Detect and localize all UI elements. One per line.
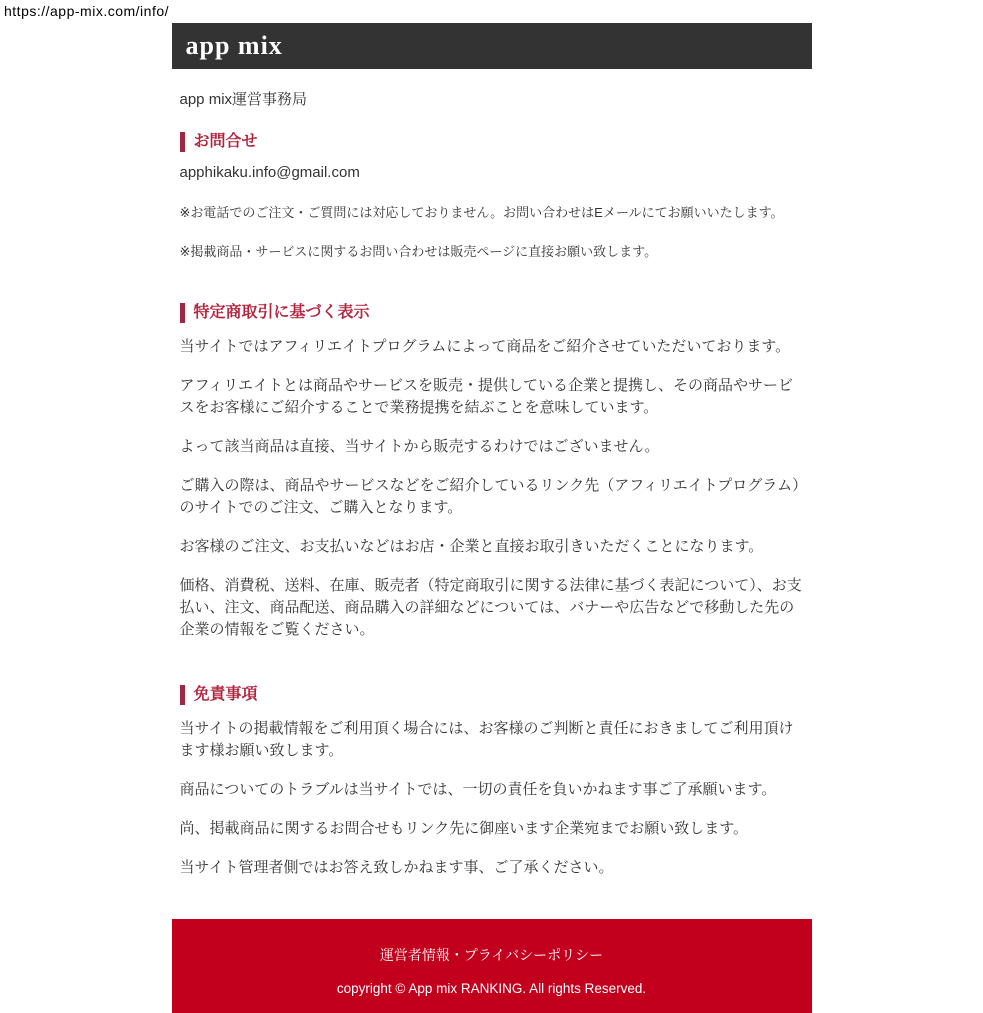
section-heading-commerce-disclosure: 特定商取引に基づく表示	[180, 303, 804, 323]
commerce-paragraph: よって該当商品は直接、当サイトから販売するわけではございません。	[179, 438, 660, 455]
contact-email: apphikaku.info@gmail.com	[179, 164, 360, 181]
page-content	[172, 92, 812, 879]
contact-note: ※お電話でのご注文・ご質問には対応しておりません。お問い合わせはEメールにてお願いいたします。	[179, 205, 784, 220]
section-heading-disclaimer: 免責事項	[180, 685, 804, 705]
disclaimer-paragraph: 当サイト管理者側ではお答え致しかねます事、ご了承ください。	[179, 859, 614, 876]
site-title-link[interactable]: app mix	[185, 31, 283, 60]
commerce-paragraph: 当サイトではアフィリエイトプログラムによって商品をご紹介させていただいております。	[179, 338, 791, 355]
commerce-paragraph: アフィリエイトとは商品やサービスを販売・提供している企業と提携し、その商品やサービスをお客様にご紹介することで業務提携を結ぶことを意味しています。	[179, 377, 794, 416]
commerce-paragraph: お客様のご注文、お支払いなどはお店・企業と直接お取引きいただくことになります。	[179, 538, 764, 555]
browser-url-text: https://app-mix.com/info/	[4, 3, 170, 19]
disclaimer-paragraph: 商品についてのトラブルは当サイトでは、一切の責任を負いかねます事ご了承願います。	[179, 781, 777, 798]
site-header	[172, 23, 812, 69]
site-footer	[172, 919, 812, 1013]
commerce-paragraph: 価格、消費税、送料、在庫、販売者（特定商取引に関する法律に基づく表記について）、お支払い、注文、商品配送、商品購入の詳細などについては、バナーや広告などで移動した先の企業の情報をご覧ください。	[179, 577, 802, 638]
footer-copyright: copyright © App mix RANKING. All rights Reserved.	[336, 981, 647, 996]
section-heading-contact: お問合せ	[180, 132, 804, 152]
page-container	[172, 0, 812, 1013]
contact-note: ※掲載商品・サービスに関するお問い合わせは販売ページに直接お願い致します。	[179, 244, 658, 259]
disclaimer-paragraph: 当サイトの掲載情報をご利用頂く場合には、お客様のご判断と責任におきましてご利用頂けます様お願い致します。	[179, 720, 794, 759]
operator-name: app mix運営事務局	[179, 91, 308, 108]
commerce-paragraph: ご購入の際は、商品やサービスなどをご紹介しているリンク先（アフィリエイトプログラム）のサイトでのご注文、ご購入となります。	[179, 477, 800, 516]
disclaimer-paragraph: 尚、掲載商品に関するお問合せもリンク先に御座います企業宛までお願い致します。	[179, 820, 749, 837]
footer-privacy-policy-link[interactable]: 運営者情報・プライバシーポリシー	[379, 947, 604, 963]
